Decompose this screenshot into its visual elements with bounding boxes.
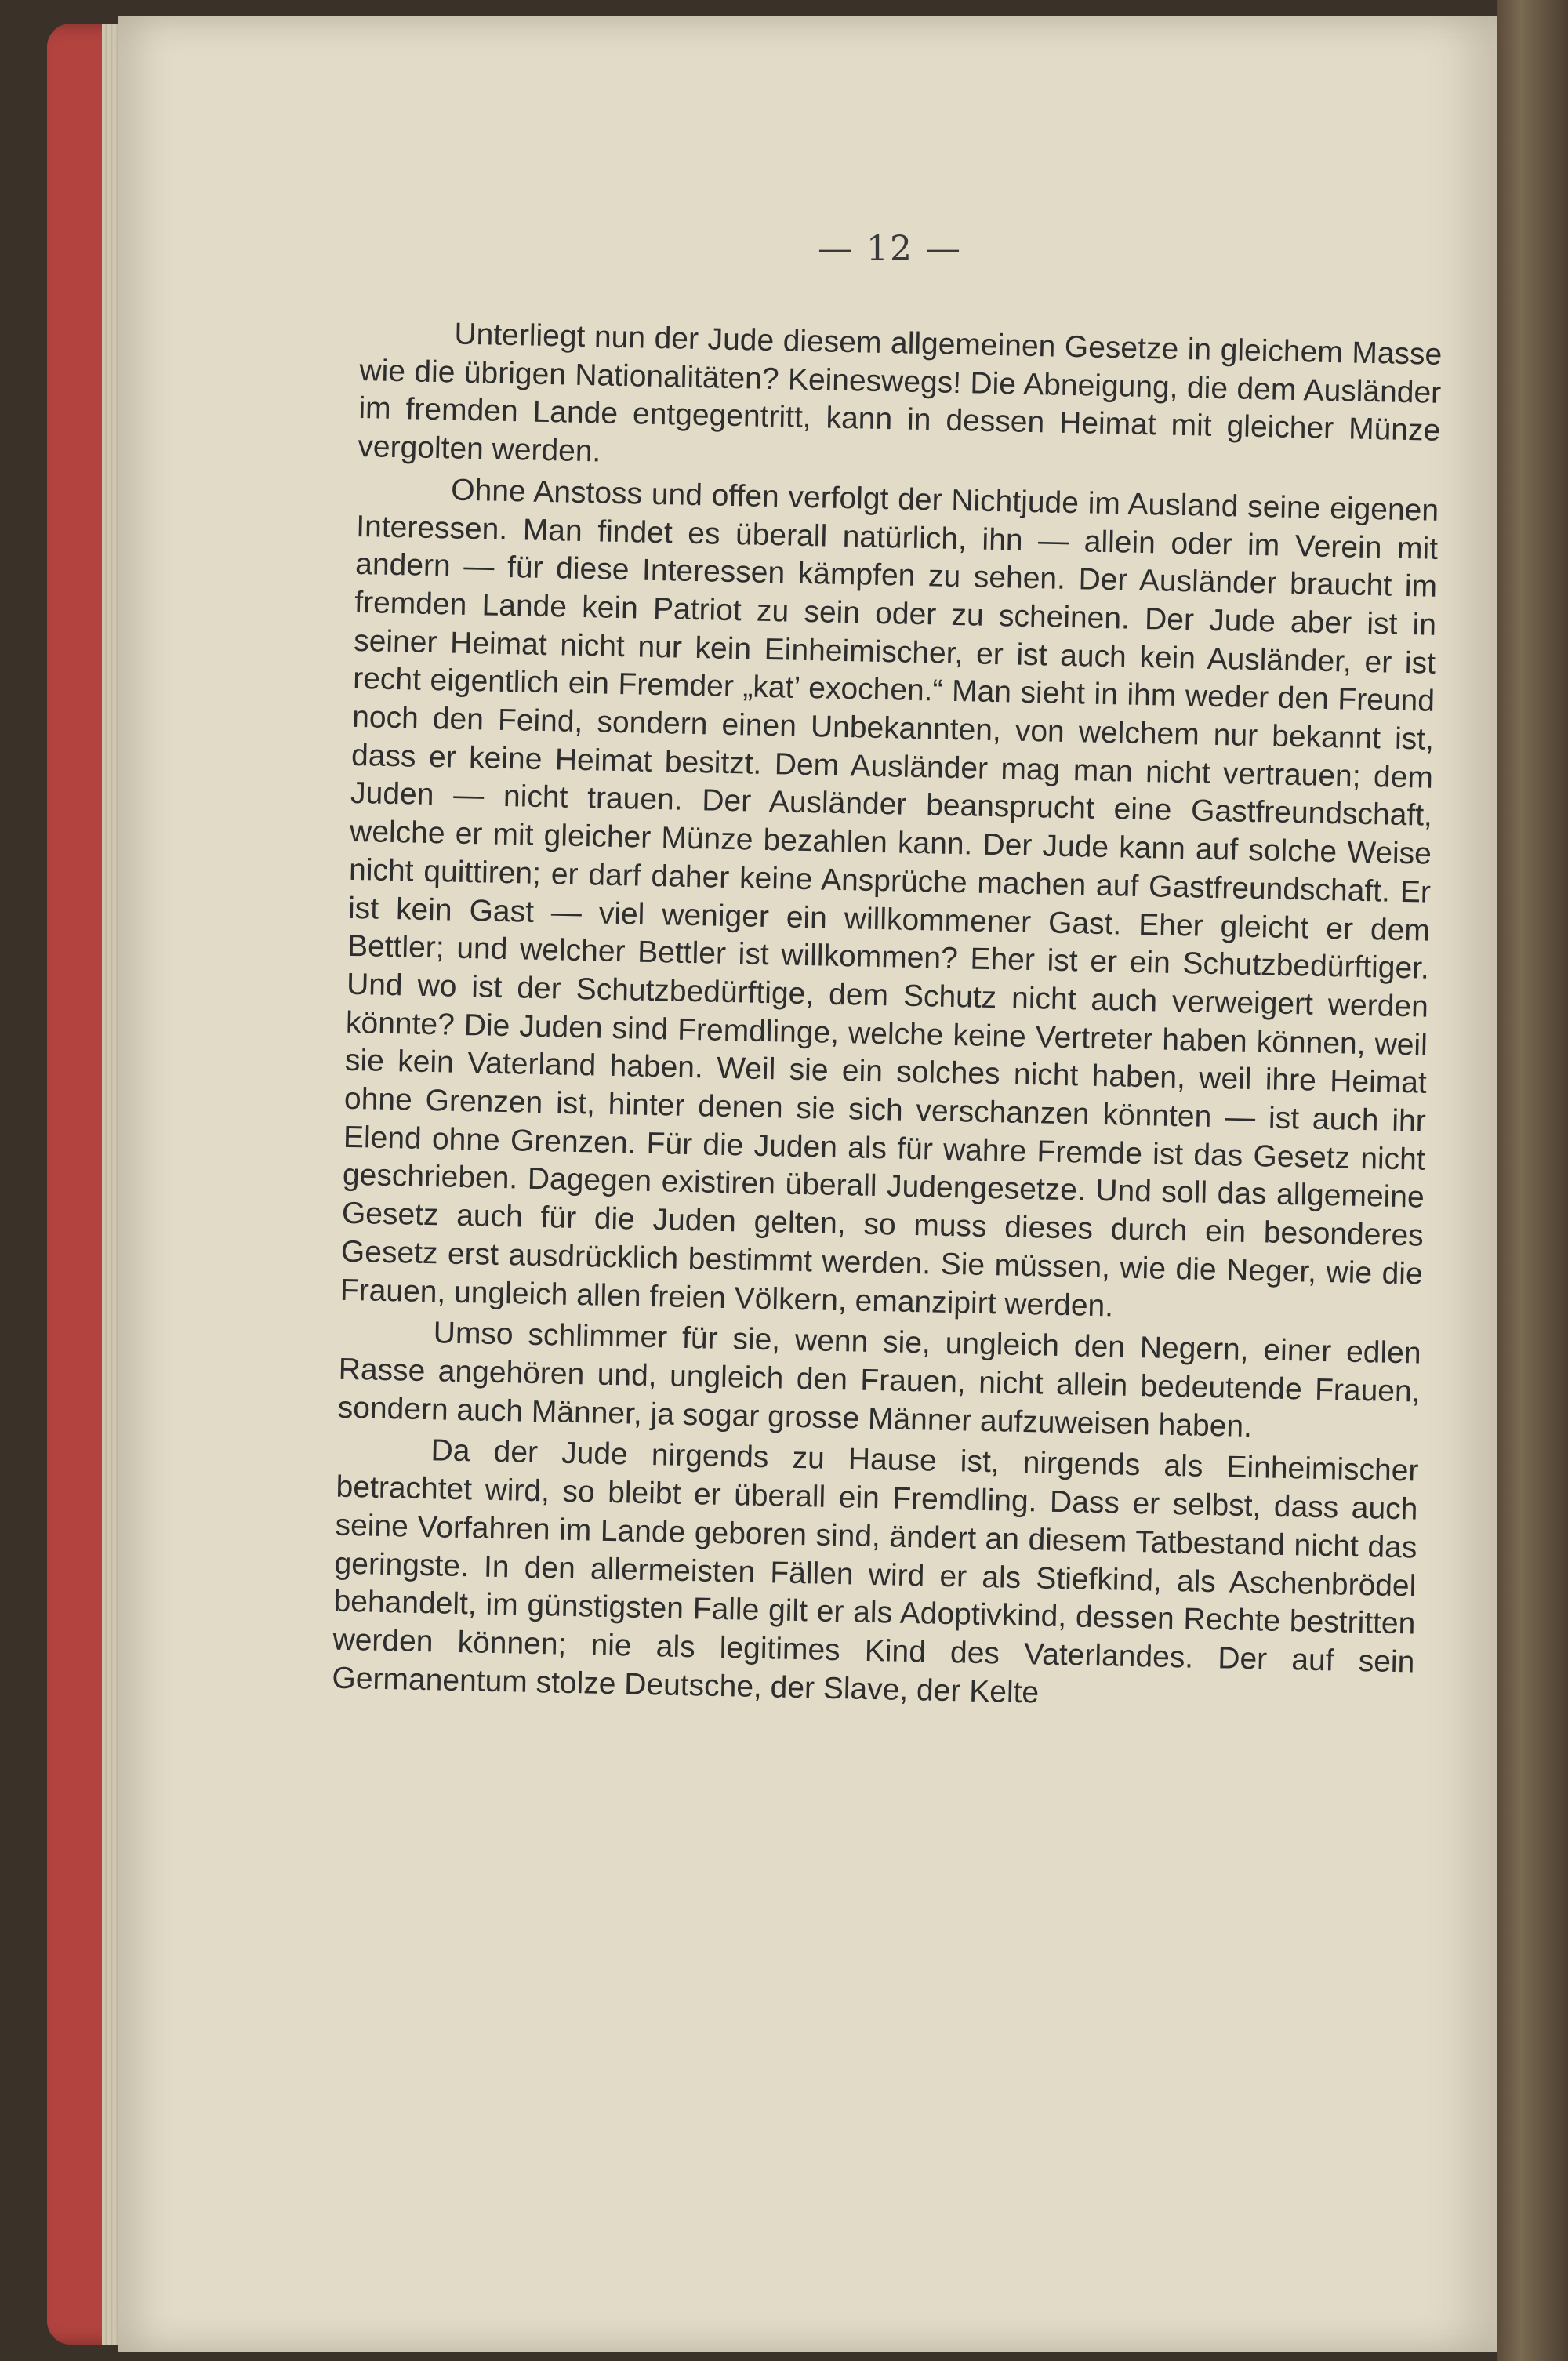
binding-strip	[1497, 0, 1568, 2361]
paragraph: Ohne Anstoss und offen verfolgt der Nichtjude im Ausland seine eigenen Interessen. Man findet es überall natürlich, ihn — allein oder im Verein mit andern — für diese Interessen kämpfen zu sehen. Der Ausländer braucht im fremden Lande kein Patriot zu sein oder zu scheinen. Der Jude aber ist in seiner Heimat nicht nur kein Einheimischer, er ist auch kein Ausländer, er ist recht eigentlich ein Fremder „kat’ exochen.“ Man sieht in ihm weder den Freund noch den Feind, sondern einen Unbekannten, von welchem nur bekannt ist, dass er keine Heimat besitzt. Dem Ausländer mag man nicht vertrauen; dem Juden — nicht trauen. Der Ausländer beansprucht eine Gastfreundschaft, welche er mit gleicher Münze bezahlen kann. Der Jude kann auf solche Weise nicht quittiren; er darf daher keine Ansprüche machen auf Gastfreundschaft. Er ist kein Gast — viel weniger ein willkommener Gast. Eher gleicht er dem Bettler; und welcher Bettler ist willkommen? Eher ist er ein Schutzbedürftiger. Und wo ist der Schutzbedürftige, dem Schutz nicht auch verweigert werden könnte? Die Juden sind Fremdlinge, welche keine Vertreter haben können, weil sie kein Vaterland haben. Weil sie ein solches nicht haben, weil ihre Heimat ohne Grenzen ist, hinter denen sie sich verschanzen könnten — ist auch ihr Elend ohne Grenzen. Für die Juden als für wahre Fremde ist das Gesetz nicht geschrieben. Dagegen existiren überall Judengesetze. Und soll das allgemeine Gesetz auch für die Juden gelten, so muss dieses durch ein besonderes Gesetz erst ausdrücklich bestimmt werden. Sie müssen, wie die Neger, wie die Frauen, ungleich allen freien Völkern, emanzipirt werden.	[339, 473, 1439, 1323]
paragraph: Da der Jude nirgends zu Hause ist, nirgends als Einheimischer betrachtet wird, so bleibt er überall ein Fremdling. Dass er selbst, dass auch seine Vorfahren im Lande geboren sind, ändert an diesem Tatbestand nicht das geringste. In den allermeisten Fällen wird er als Stiefkind, als Aschenbrödel behandelt, im günstigsten Falle gilt er als Adoptivkind, dessen Rechte bestritten werden können; nie als legitimes Kind des Vaterlandes. Der auf sein Germanentum stolze Deutsche, der Slave, der Kelte	[332, 1433, 1419, 1710]
page-number: — 12 —	[818, 229, 962, 269]
paragraph: Umso schlimmer für sie, wenn sie, ungleich den Negern, einer edlen Rasse angehören und, ungleich den Frauen, nicht allein bedeutende Frauen, sondern auch Männer, ja sogar grosse Männer aufzuweisen haben.	[337, 1316, 1421, 1444]
paragraph: Unterliegt nun der Jude diesem allgemeinen Gesetze in gleichem Masse wie die übrigen Nationalitäten? Keineswegs! Die Abneigung, die dem Ausländer im fremden Lande entgegentritt, kann in dessen Heimat mit gleicher Münze vergolten werden.	[357, 317, 1443, 469]
body-text	[332, 314, 1443, 1720]
